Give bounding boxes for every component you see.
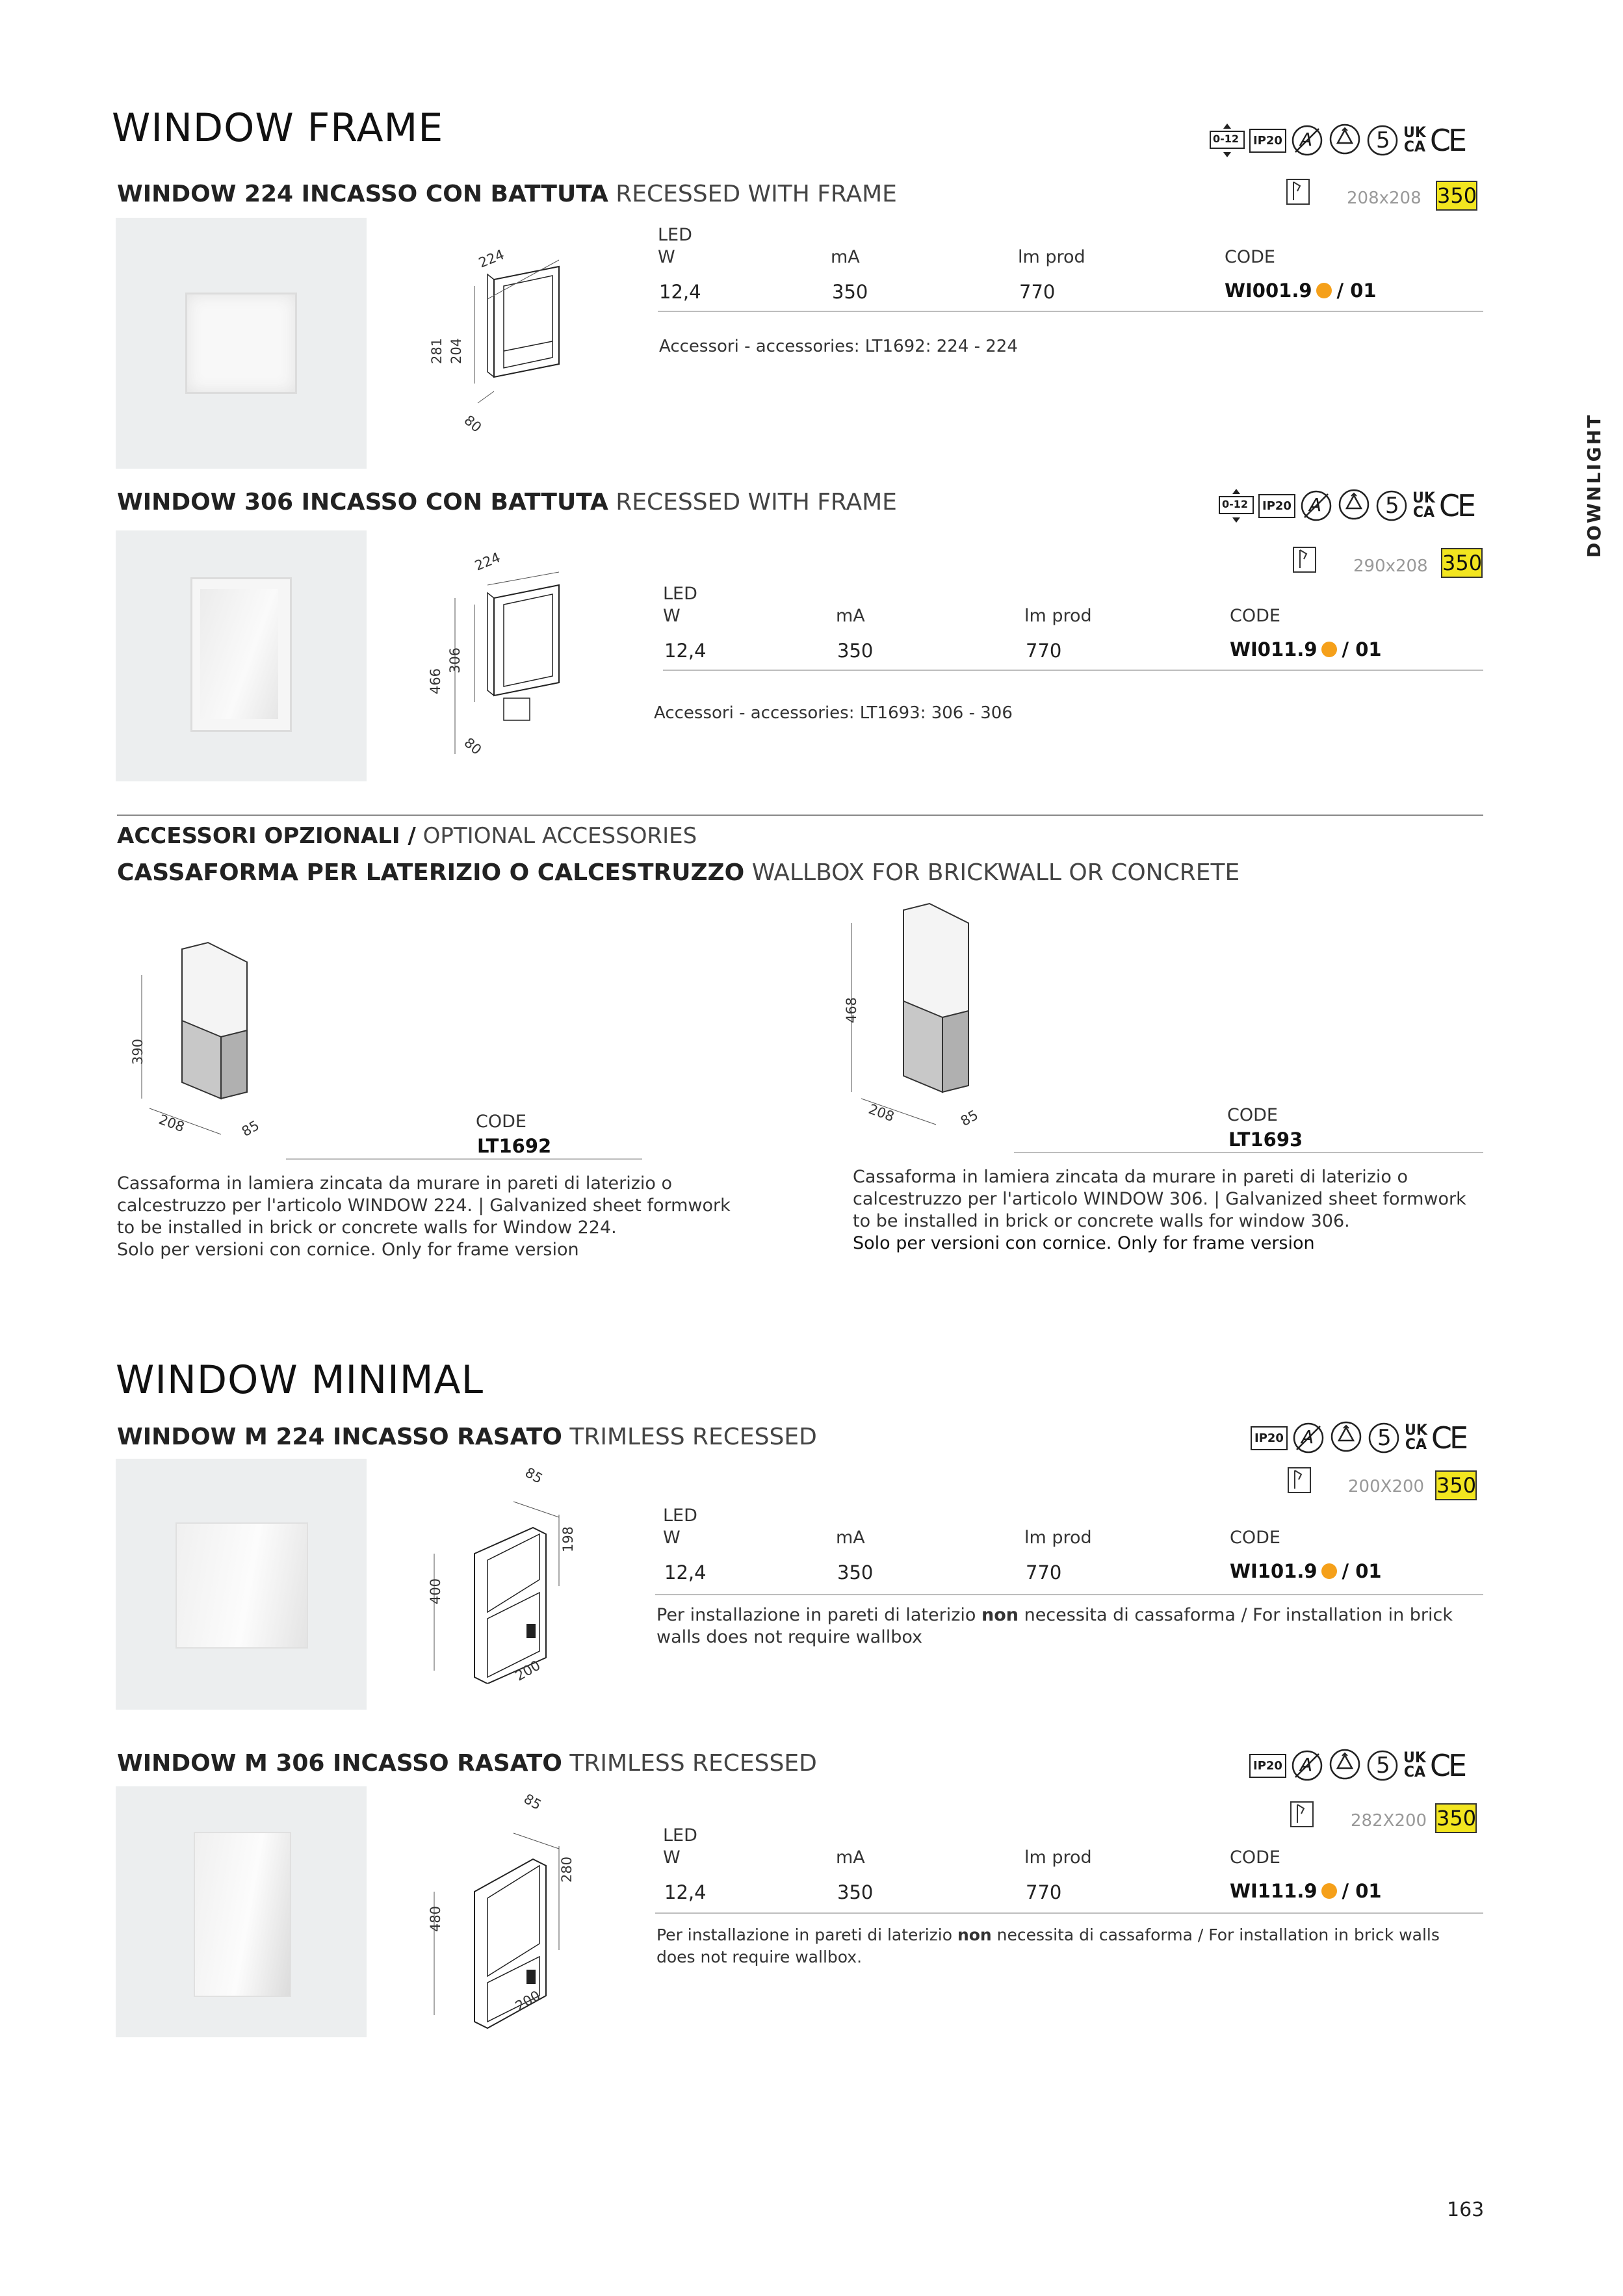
cell-lm: 770 — [1019, 281, 1056, 303]
dim-inner-height: 280 — [559, 1856, 575, 1883]
product-title-window-m-306: WINDOW M 306 INCASSO RASATO TRIMLESS RECESSED — [117, 1750, 817, 1777]
dim-height-inner: 204 — [448, 337, 465, 365]
section-title-window-frame: WINDOW FRAME — [112, 105, 444, 151]
dim-height-outer: 281 — [429, 337, 445, 365]
dim-width: 208 — [157, 1111, 187, 1136]
table-rule — [655, 1912, 1483, 1914]
ip20-icon: IP20 — [1249, 129, 1286, 153]
wallbox-drawing — [123, 936, 286, 1151]
cell-ma: 350 — [837, 640, 874, 662]
cutout-size: 290x208 — [1353, 556, 1428, 576]
ip20-icon: IP20 — [1251, 1426, 1288, 1450]
recycle-icon — [1328, 1747, 1362, 1784]
th-ma: mA — [836, 606, 865, 626]
warranty-5-icon: 5 — [1375, 489, 1409, 523]
ce-icon: CE — [1438, 488, 1474, 523]
accessory-note: Solo per versioni con cornice. Only for frame version — [853, 1233, 1315, 1253]
wallbox-drawing — [838, 897, 1007, 1131]
accessory-note: Solo per versioni con cornice. Only for frame version — [117, 1240, 579, 1260]
dim-depth: 80 — [461, 735, 485, 758]
dim-depth: 80 — [461, 412, 485, 436]
product-code: WI011.9 / 01 — [1230, 638, 1382, 660]
cutout-size: 200X200 — [1348, 1477, 1425, 1496]
dim-width: 208 — [866, 1101, 896, 1125]
technical-drawing — [416, 546, 598, 767]
ma-badge: 350 — [1436, 181, 1477, 211]
cert-icons-2 — [1218, 488, 1474, 524]
ukca-icon: UK CA — [1412, 490, 1435, 521]
table-rule — [658, 311, 1483, 312]
cut-out-icon — [1290, 1799, 1316, 1832]
dim-depth: 85 — [522, 1464, 545, 1487]
th-led: LED — [663, 584, 697, 604]
cut-out-icon — [1286, 177, 1312, 209]
accessories-label: ACCESSORI OPZIONALI / OPTIONAL ACCESSORIES — [117, 823, 697, 849]
dim-width: 224 — [472, 549, 503, 574]
color-dot-icon — [1321, 1563, 1337, 1579]
recycle-icon — [1329, 1420, 1363, 1456]
wallbox-title: CASSAFORMA PER LATERIZIO O CALCESTRUZZO WALLBOX FOR BRICKWALL OR CONCRETE — [117, 859, 1240, 886]
product-title-window-m-224: WINDOW M 224 INCASSO RASATO TRIMLESS RECESSED — [117, 1424, 817, 1450]
th-code: CODE — [1230, 1847, 1280, 1868]
color-dot-icon — [1321, 1883, 1337, 1899]
dim-height: 390 — [130, 1038, 146, 1065]
th-code: CODE — [1230, 606, 1280, 626]
ma-badge: 350 — [1435, 1470, 1477, 1500]
cell-w: 12,4 — [664, 1881, 707, 1903]
technical-drawing — [416, 1463, 598, 1684]
table-rule — [655, 1594, 1483, 1595]
ma-badge: 350 — [1435, 1803, 1477, 1833]
table-rule — [663, 670, 1483, 671]
th-led: LED — [663, 1825, 697, 1846]
section-divider — [117, 815, 1483, 816]
warranty-5-icon: 5 — [1367, 1421, 1401, 1455]
th-led: LED — [658, 225, 692, 245]
color-dot-icon — [1316, 283, 1332, 298]
dim-width: 200 — [512, 1987, 543, 2015]
dim-depth: 85 — [239, 1117, 262, 1140]
cutout-size: 208x208 — [1347, 189, 1422, 208]
cell-w: 12,4 — [664, 640, 707, 662]
accessory-description: Cassaforma in lamiera zincata da murare in pareti di laterizio o calcestruzzo per l'articolo WINDOW 306. | Galvanized sheet formwork to be installed in brick or concrete walls for window 306. — [853, 1167, 1466, 1231]
dim-height: 468 — [844, 997, 860, 1024]
th-led: LED — [663, 1506, 697, 1526]
th-code: CODE — [1230, 1528, 1280, 1548]
installation-note: Per installazione in pareti di laterizio non necessita di cassaforma / For installation in brick walls does not require wallbox. — [656, 1925, 1440, 1966]
accessories-note: Accessori - accessories: LT1692: 224 - 224 — [659, 337, 1018, 356]
dim-height: 480 — [428, 1905, 444, 1933]
cell-ma: 350 — [837, 1561, 874, 1584]
page-number: 163 — [1447, 2198, 1485, 2221]
product-code: WI001.9 / 01 — [1225, 280, 1377, 302]
cell-w: 12,4 — [659, 281, 701, 303]
product-code: WI101.9 / 01 — [1230, 1560, 1382, 1582]
dim-width: 200 — [512, 1657, 543, 1684]
dim-height: 400 — [428, 1578, 444, 1605]
th-lm: lm prod — [1024, 1847, 1092, 1868]
th-ma: mA — [831, 247, 860, 267]
th-ma: mA — [836, 1847, 865, 1868]
cert-icons-3 — [1251, 1420, 1466, 1456]
warranty-5-icon: 5 — [1366, 1749, 1399, 1782]
th-lm: lm prod — [1024, 1528, 1092, 1548]
ip20-icon: IP20 — [1258, 494, 1295, 518]
ukca-icon: UK CA — [1403, 125, 1426, 155]
accessory-code: LT1693 — [1228, 1128, 1303, 1151]
accessory-code: LT1692 — [477, 1135, 552, 1157]
recycle-icon — [1328, 122, 1362, 159]
section-title-window-minimal: WINDOW MINIMAL — [116, 1357, 484, 1403]
accessory-description: Cassaforma in lamiera zincata da murare in pareti di laterizio o calcestruzzo per l'articolo WINDOW 224. | Galvanized sheet formwork to be installed in brick or concrete walls for Window 224. — [117, 1173, 731, 1238]
installation-note: Per installazione in pareti di laterizio non necessita di cassaforma / For installation in brick walls does not require wallbox — [656, 1605, 1453, 1647]
dim-height-inner: 306 — [447, 647, 463, 674]
product-title-window-224: WINDOW 224 INCASSO CON BATTUTA RECESSED WITH FRAME — [117, 181, 897, 207]
color-dot-icon — [1321, 642, 1337, 657]
product-title-window-306: WINDOW 306 INCASSO CON BATTUTA RECESSED WITH FRAME — [117, 489, 897, 515]
ukca-icon: UK CA — [1403, 1750, 1426, 1781]
dim-depth: 85 — [521, 1790, 544, 1814]
dim-depth: 85 — [957, 1106, 981, 1130]
ma-badge: 350 — [1441, 548, 1483, 578]
ce-icon: CE — [1431, 1420, 1466, 1455]
th-w: W — [663, 1528, 681, 1548]
dim-height-outer: 466 — [428, 668, 444, 695]
warranty-5-icon: 5 — [1366, 124, 1399, 157]
class-a-icon: A — [1290, 1749, 1324, 1782]
code-rule — [286, 1158, 642, 1160]
th-lm: lm prod — [1024, 606, 1092, 626]
dim-width: 224 — [476, 246, 507, 271]
th-lm: lm prod — [1018, 247, 1085, 267]
cutout-size: 282X200 — [1351, 1811, 1427, 1831]
cert-icons-4 — [1249, 1747, 1464, 1784]
th-code: CODE — [1225, 247, 1275, 267]
ce-icon: CE — [1429, 1748, 1465, 1783]
cert-icons-1 — [1209, 122, 1464, 159]
recycle-icon — [1337, 488, 1371, 524]
ce-icon: CE — [1429, 123, 1465, 158]
cell-ma: 350 — [832, 281, 868, 303]
adjustable-step-icon: 0-12 — [1218, 488, 1254, 524]
th-w: W — [658, 247, 675, 267]
code-label: CODE — [1227, 1105, 1278, 1125]
th-w: W — [663, 606, 681, 626]
side-tab: DOWNLIGHT — [1583, 413, 1605, 558]
accessories-note: Accessori - accessories: LT1693: 306 - 306 — [654, 703, 1013, 723]
ip20-icon: IP20 — [1249, 1754, 1286, 1778]
code-rule — [1014, 1152, 1483, 1153]
product-photo — [116, 530, 367, 781]
product-photo — [116, 218, 367, 469]
th-ma: mA — [836, 1528, 865, 1548]
cell-lm: 770 — [1026, 1561, 1062, 1584]
cell-lm: 770 — [1026, 640, 1062, 662]
product-photo — [116, 1786, 367, 2037]
dim-inner-height: 198 — [560, 1526, 577, 1553]
cell-w: 12,4 — [664, 1561, 707, 1584]
cell-ma: 350 — [837, 1881, 874, 1903]
class-a-icon: A — [1292, 1421, 1325, 1455]
class-a-icon: A — [1299, 489, 1333, 523]
adjustable-step-icon: 0-12 — [1209, 122, 1245, 159]
ukca-icon: UK CA — [1404, 1422, 1427, 1453]
cut-out-icon — [1292, 545, 1318, 577]
class-a-icon: A — [1290, 124, 1324, 157]
product-photo — [116, 1459, 367, 1710]
th-w: W — [663, 1847, 681, 1868]
code-label: CODE — [476, 1112, 526, 1132]
cell-lm: 770 — [1026, 1881, 1062, 1903]
product-code: WI111.9 / 01 — [1230, 1880, 1382, 1902]
cut-out-icon — [1287, 1465, 1313, 1498]
